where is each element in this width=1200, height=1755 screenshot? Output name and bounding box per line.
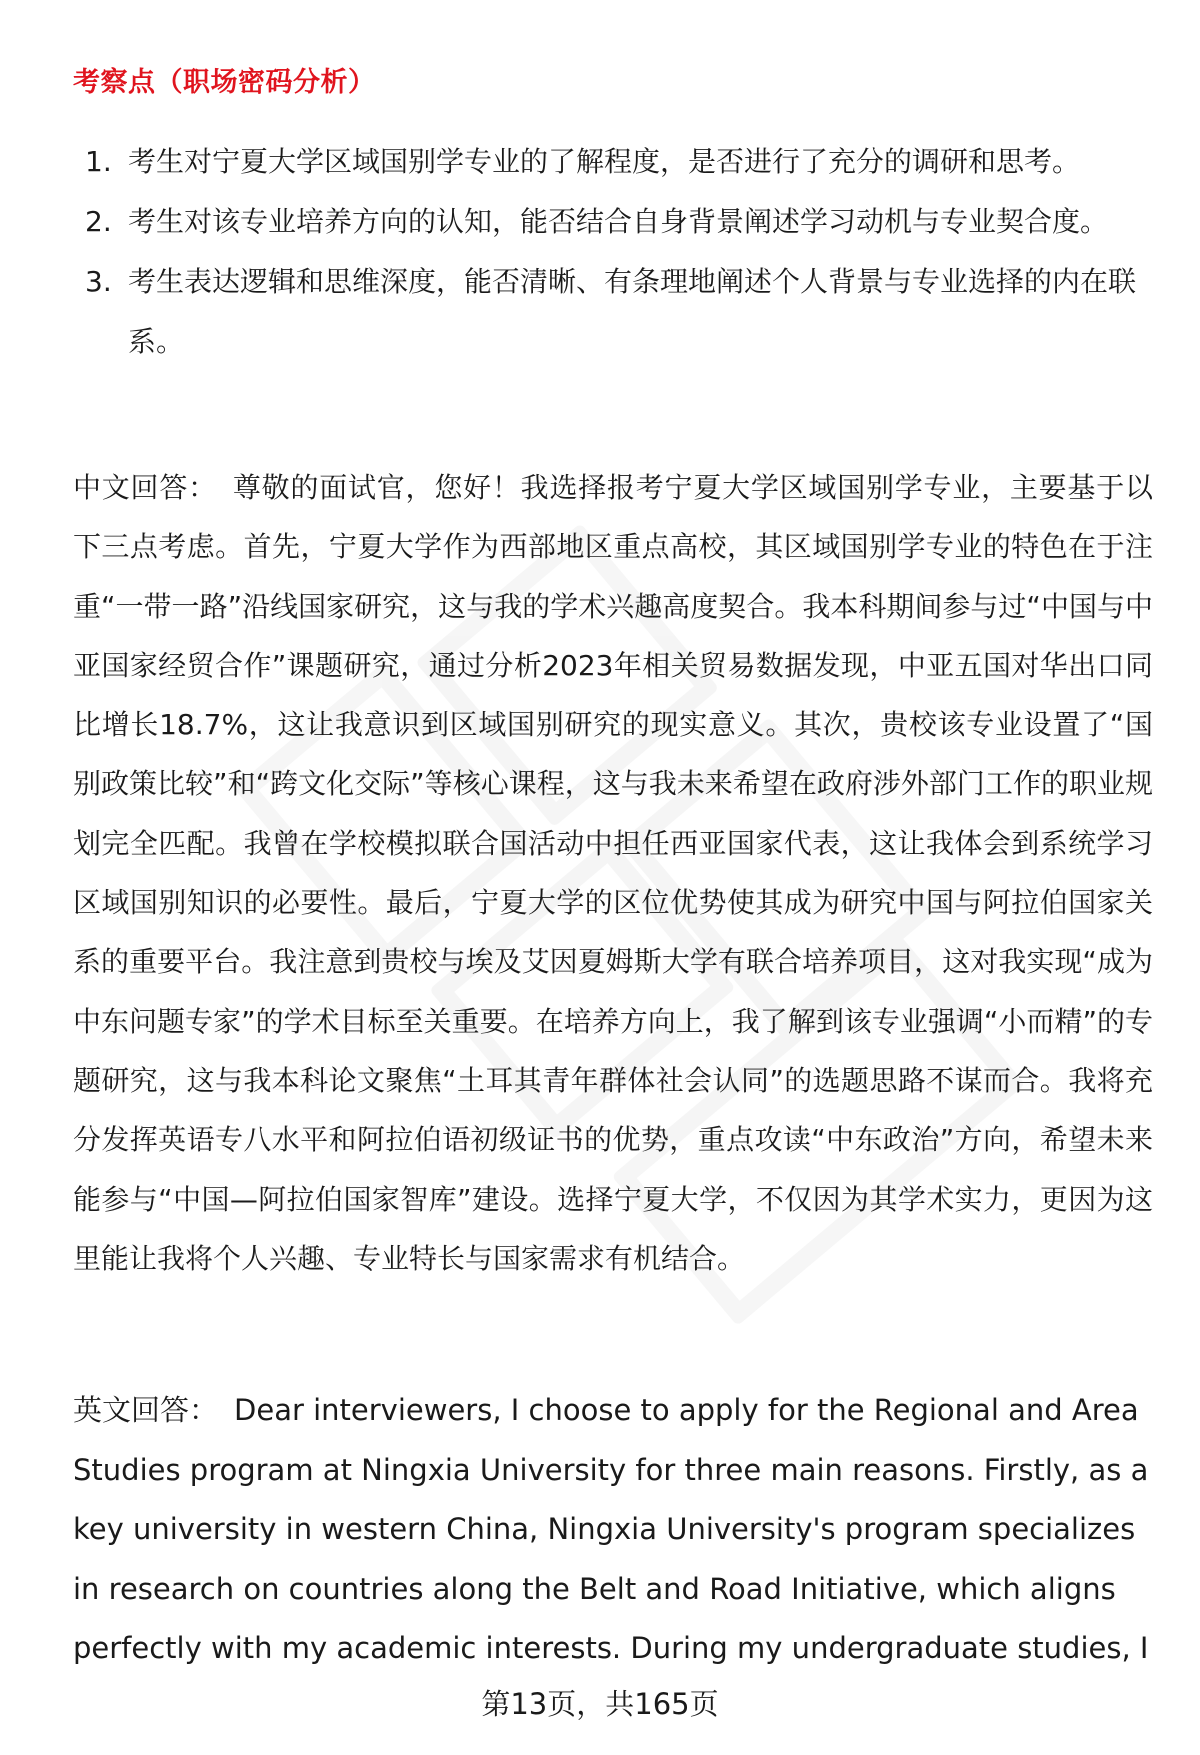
assessment-points-list (73, 132, 1153, 372)
list-item-text: 考生对宁夏大学区域国别学专业的了解程度，是否进行了充分的调研和思考。 (128, 145, 1081, 178)
list-item (73, 192, 1153, 252)
section-title: 考察点（职场密码分析） (73, 67, 376, 98)
list-item (73, 252, 1153, 372)
list-item-text: 考生对该专业培养方向的认知，能否结合自身背景阐述学习动机与专业契合度。 (128, 205, 1109, 238)
list-item (73, 132, 1153, 192)
chinese-answer-label: 中文回答： (73, 471, 217, 504)
chinese-answer-text: 尊敬的面试官，您好！我选择报考宁夏大学区域国别学专业，主要基于以下三点考虑。首先，宁夏大学作为西部地区重点高校，其区域国别学专业的特色在于注重“一带一路”沿线国家研究，这与我的学术兴趣高度契合。我本科期间参与过“中国与中亚国家经贸合作”课题研究，通过分析2023年相关贸易数据发现，中亚五国对华出口同比增长18.7%，这让我意识到区域国别研究的现实意义。其次，贵校该专业设置了“国别政策比较”和“跨文化交际”等核心课程，这与我未来希望在政府涉外部门工作的职业规划完全匹配。我曾在学校模拟联合国活动中担任西亚国家代表，这让我体会到系统学习区域国别知识的必要性。最后，宁夏大学的区位优势使其成为研究中国与阿拉伯国家关系的重要平台。我注意到贵校与埃及艾因夏姆斯大学有联合培养项目，这对我实现“成为中东问题专家”的学术目标至关重要。在培养方向上，我了解到该专业强调“小而精”的专题研究，这与我本科论文聚焦“土耳其青年群体社会认同”的选题思路不谋而合。我将充分发挥英语专八水平和阿拉伯语初级证书的优势，重点攻读“中东政治”方向，希望未来能参与“中国—阿拉伯国家智库”建设。选择宁夏大学，不仅因为其学术实力，更因为这里能让我将个人兴趣、专业特长与国家需求有机结合。 (73, 471, 1153, 1275)
list-item-number: 1. (85, 145, 112, 178)
english-answer-text: Dear interviewers, I choose to apply for the Regional and Area Studies program at Ningxia University for three main reasons. Firstly, as a key university in western China, Ningxia University's program specializes in research on countries along the Belt and Road Initiative, which aligns perfectly with my academic interests. During my undergraduate studies, I (73, 1393, 1149, 1665)
list-item-number: 2. (85, 205, 112, 238)
page-number-footer: 第13页，共165页 (481, 1687, 719, 1721)
list-item-text: 考生表达逻辑和思维深度，能否清晰、有条理地阐述个人背景与专业选择的内在联系。 (128, 265, 1137, 358)
chinese-answer-paragraph (73, 458, 1153, 1288)
english-answer-label: 英文回答： (73, 1393, 219, 1427)
list-item-number: 3. (85, 265, 112, 298)
english-answer-paragraph (73, 1381, 1153, 1679)
